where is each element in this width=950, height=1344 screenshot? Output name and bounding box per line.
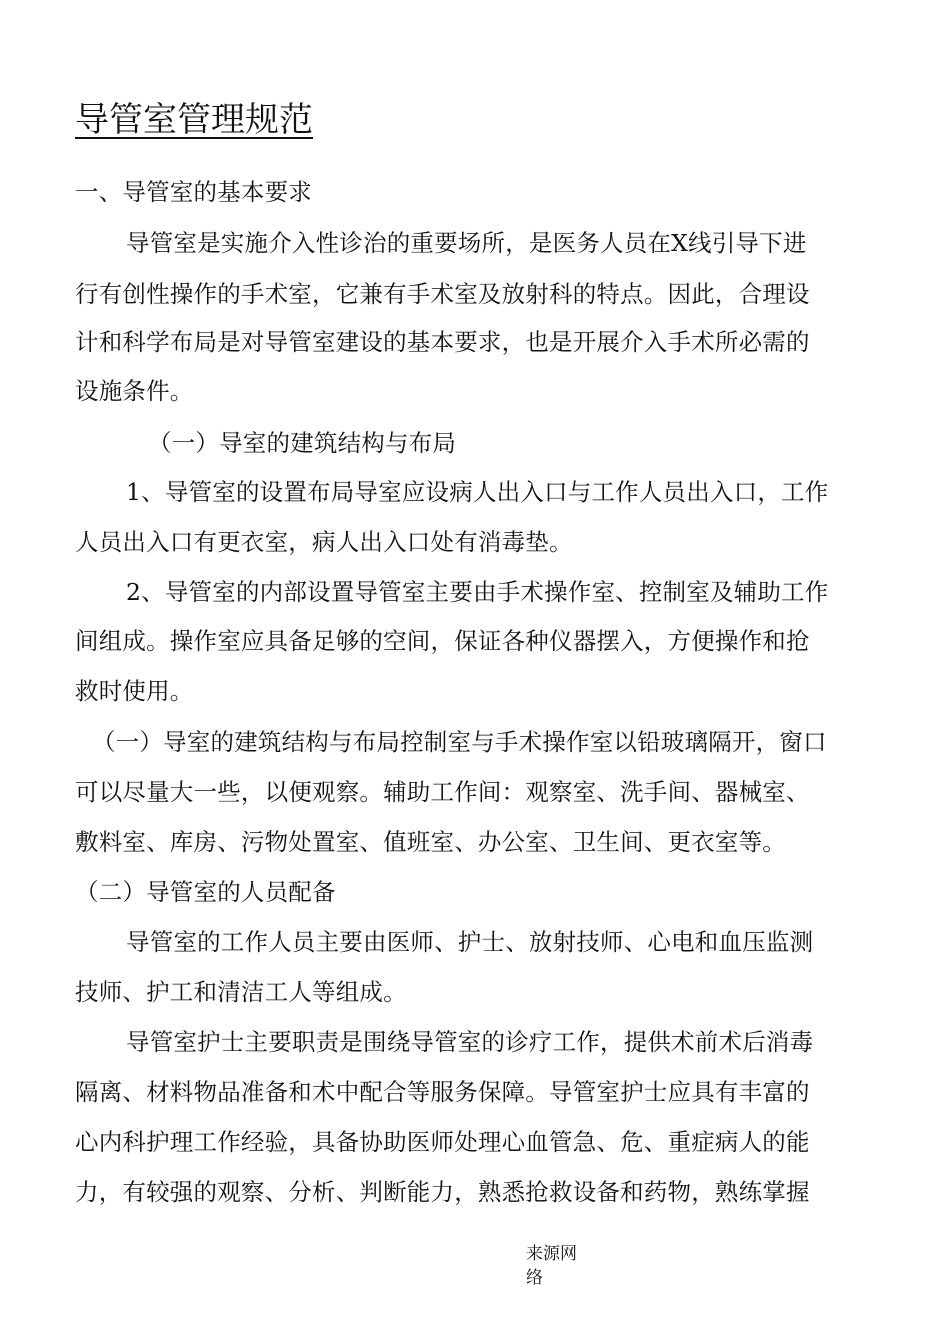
paragraph-line: 2、导管室的内部设置导管室主要由手术操作室、控制室及辅助工作 xyxy=(126,578,829,606)
paragraph-line: （一）导室的建筑结构与布局控制室与手术操作室以铅玻璃隔开，窗口 xyxy=(92,728,827,756)
paragraph-line: 力，有较强的观察、分析、判断能力，熟悉抢救设备和药物，熟练掌握 xyxy=(75,1178,810,1206)
source-footer: 来源网络 xyxy=(526,1244,577,1288)
paragraph-line: 可以尽量大一些，以便观察。辅助工作间：观察室、洗手间、器械室、 xyxy=(75,778,810,806)
paragraph-line: 导管室护士主要职责是围绕导管室的诊疗工作，提供术前术后消毒 xyxy=(126,1028,814,1056)
subsection-heading: （一）导室的建筑结构与布局 xyxy=(148,429,457,457)
paragraph-line: 隔离、材料物品准备和术中配合等服务保障。导管室护士应具有丰富的 xyxy=(75,1078,810,1106)
paragraph-line: 技师、护工和清洁工人等组成。 xyxy=(75,978,407,1006)
section-heading-1: 一、导管室的基本要求 xyxy=(75,178,312,206)
subsection-heading: （二）导管室的人员配备 xyxy=(75,878,336,906)
paragraph-line: 导管室是实施介入性诊治的重要场所，是医务人员在X线引导下进 xyxy=(126,229,807,257)
paragraph-line: 心内科护理工作经验，具备协助医师处理心血管急、危、重症病人的能 xyxy=(75,1128,810,1156)
paragraph-line: 敷料室、库房、污物处置室、值班室、办公室、卫生间、更衣室等。 xyxy=(75,828,786,856)
paragraph-line: 救时使用。 xyxy=(75,677,194,705)
paragraph-line: 人员出入口有更衣室，病人出入口处有消毒垫。 xyxy=(75,528,573,556)
paragraph-line: 计和科学布局是对导管室建设的基本要求，也是开展介入手术所必需的 xyxy=(75,328,810,356)
paragraph-line: 导管室的工作人员主要由医师、护士、放射技师、心电和血压监测 xyxy=(126,928,814,956)
paragraph-line: 行有创性操作的手术室，它兼有手术室及放射科的特点。因此，合理设 xyxy=(75,280,810,308)
page-title: 导管室管理规范 xyxy=(75,100,313,140)
paragraph-line: 间组成。操作室应具备足够的空间，保证各种仪器摆入，方便操作和抢 xyxy=(75,627,810,655)
paragraph-line: 设施条件。 xyxy=(75,377,194,405)
paragraph-line: 1、导管室的设置布局导室应设病人出入口与工作人员出入口，工作 xyxy=(126,478,829,506)
